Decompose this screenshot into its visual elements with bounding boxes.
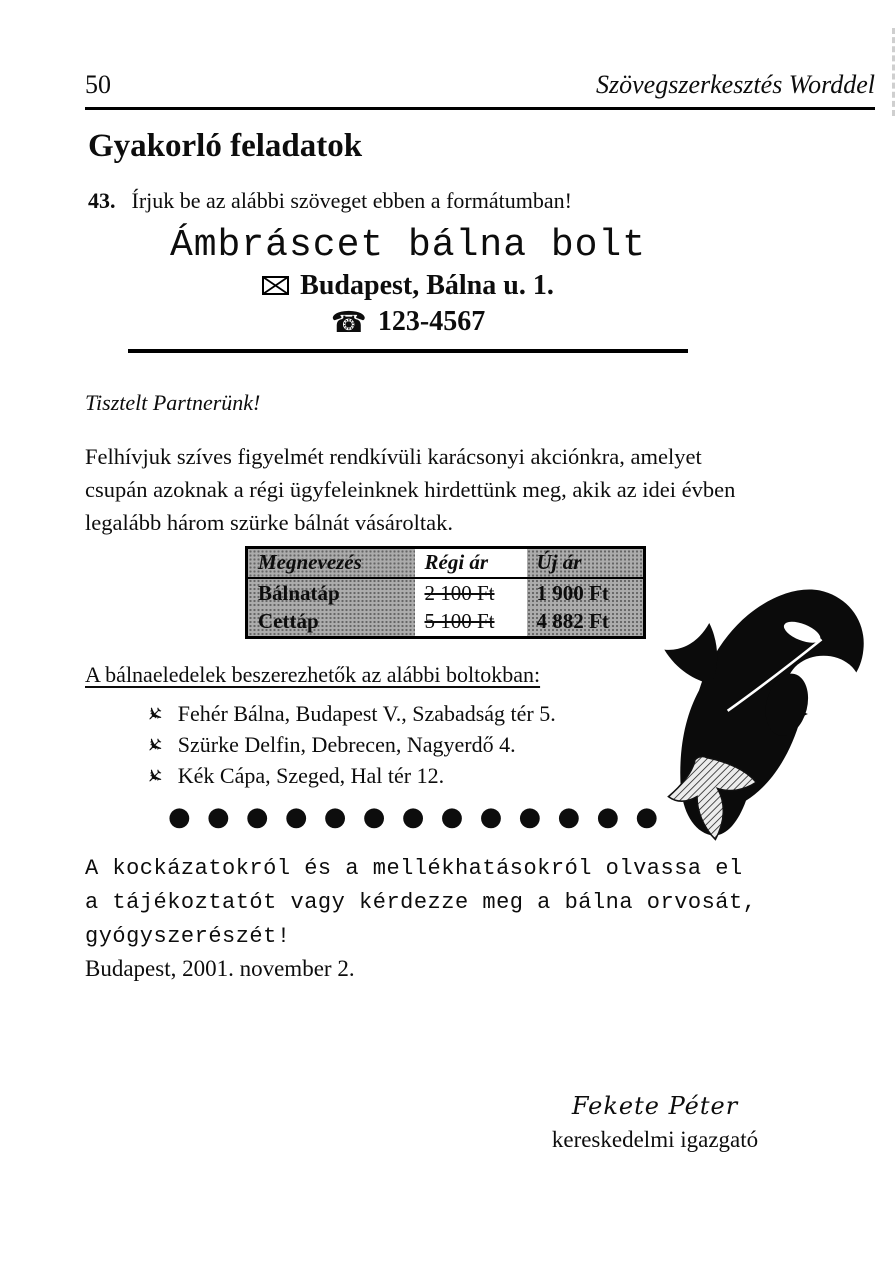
address-text: Budapest, Bálna u. 1.: [300, 270, 554, 301]
stores-heading: A bálnaeledelek beszerezhetők az alábbi boltokban:: [85, 662, 541, 687]
running-title: Szövegszerkesztés Worddel: [596, 70, 875, 99]
product-name: Cettáp: [247, 608, 415, 638]
dot-separator: ● ● ● ● ● ● ● ● ● ● ● ● ●: [168, 802, 659, 832]
list-item: [139, 729, 556, 760]
salutation: Tisztelt Partnerünk!: [85, 390, 261, 415]
page-number: 50: [85, 70, 111, 99]
store-text: Fehér Bálna, Budapest V., Szabadság tér 5.: [177, 700, 556, 726]
body-line: csupán azoknak a régi ügyfeleinknek hirdettünk meg, akik az idei évben: [85, 477, 736, 502]
disclaimer-line: A kockázatokról és a mellékhatásokról olvassa el: [85, 856, 743, 881]
body-line: legalább három szürke bálnát vásároltak.: [85, 510, 453, 535]
signature-block: [500, 1092, 810, 1153]
signature-name: Fekete Péter: [571, 1092, 739, 1120]
airplane-bullet-icon: ✈: [139, 699, 169, 728]
store-list: [139, 698, 556, 791]
new-price: 4 882 Ft: [527, 608, 645, 638]
table-header-row: [247, 548, 645, 578]
body-line: Felhívjuk szíves figyelmét rendkívüli karácsonyi akciónkra, amelyet: [85, 444, 702, 469]
letterhead-address-line: [128, 270, 688, 302]
envelope-icon: [262, 276, 289, 295]
letter-body: [85, 440, 735, 539]
shop-name: Ámbráscet bálna bolt: [169, 224, 647, 267]
date-line: Budapest, 2001. november 2.: [85, 956, 355, 981]
exercise-text: Írjuk be az alábbi szöveget ebben a formátumban!: [131, 188, 572, 213]
exercise-number: 43.: [88, 188, 116, 213]
disclaimer-line: gyógyszerészét!: [85, 924, 291, 949]
store-text: Szürke Delfin, Debrecen, Nagyerdő 4.: [177, 731, 516, 757]
telephone-icon: ☎: [330, 305, 367, 339]
col-header-new-price: Új ár: [527, 548, 645, 578]
table-row: [247, 608, 645, 638]
old-price: 5 100 Ft: [424, 609, 495, 634]
signature-title: kereskedelmi igazgató: [551, 1127, 759, 1152]
letterhead: [128, 224, 688, 353]
phone-number: 123-4567: [377, 306, 486, 337]
scan-edge-artifact: [892, 28, 895, 116]
col-header-old-price: Régi ár: [415, 548, 527, 578]
price-table: [245, 546, 646, 639]
airplane-bullet-icon: ✈: [139, 730, 169, 759]
section-heading: Gyakorló feladatok: [88, 128, 363, 164]
product-name: Bálnatáp: [247, 578, 415, 608]
orca-image: [648, 586, 893, 852]
new-price: 1 900 Ft: [527, 578, 645, 608]
disclaimer-paragraph: [85, 852, 756, 954]
col-header-name: Megnevezés: [247, 548, 415, 578]
list-item: [139, 760, 556, 791]
list-item: [139, 698, 556, 729]
old-price: 2 100 Ft: [424, 580, 495, 605]
disclaimer-line: a tájékoztatót vagy kérdezze meg a bálna orvosát,: [85, 890, 757, 915]
store-text: Kék Cápa, Szeged, Hal tér 12.: [177, 762, 445, 788]
exercise-instruction: [88, 188, 572, 214]
letterhead-phone-line: [128, 305, 688, 339]
airplane-bullet-icon: ✈: [139, 761, 169, 790]
page-header: [85, 70, 875, 110]
table-row: [247, 578, 645, 608]
